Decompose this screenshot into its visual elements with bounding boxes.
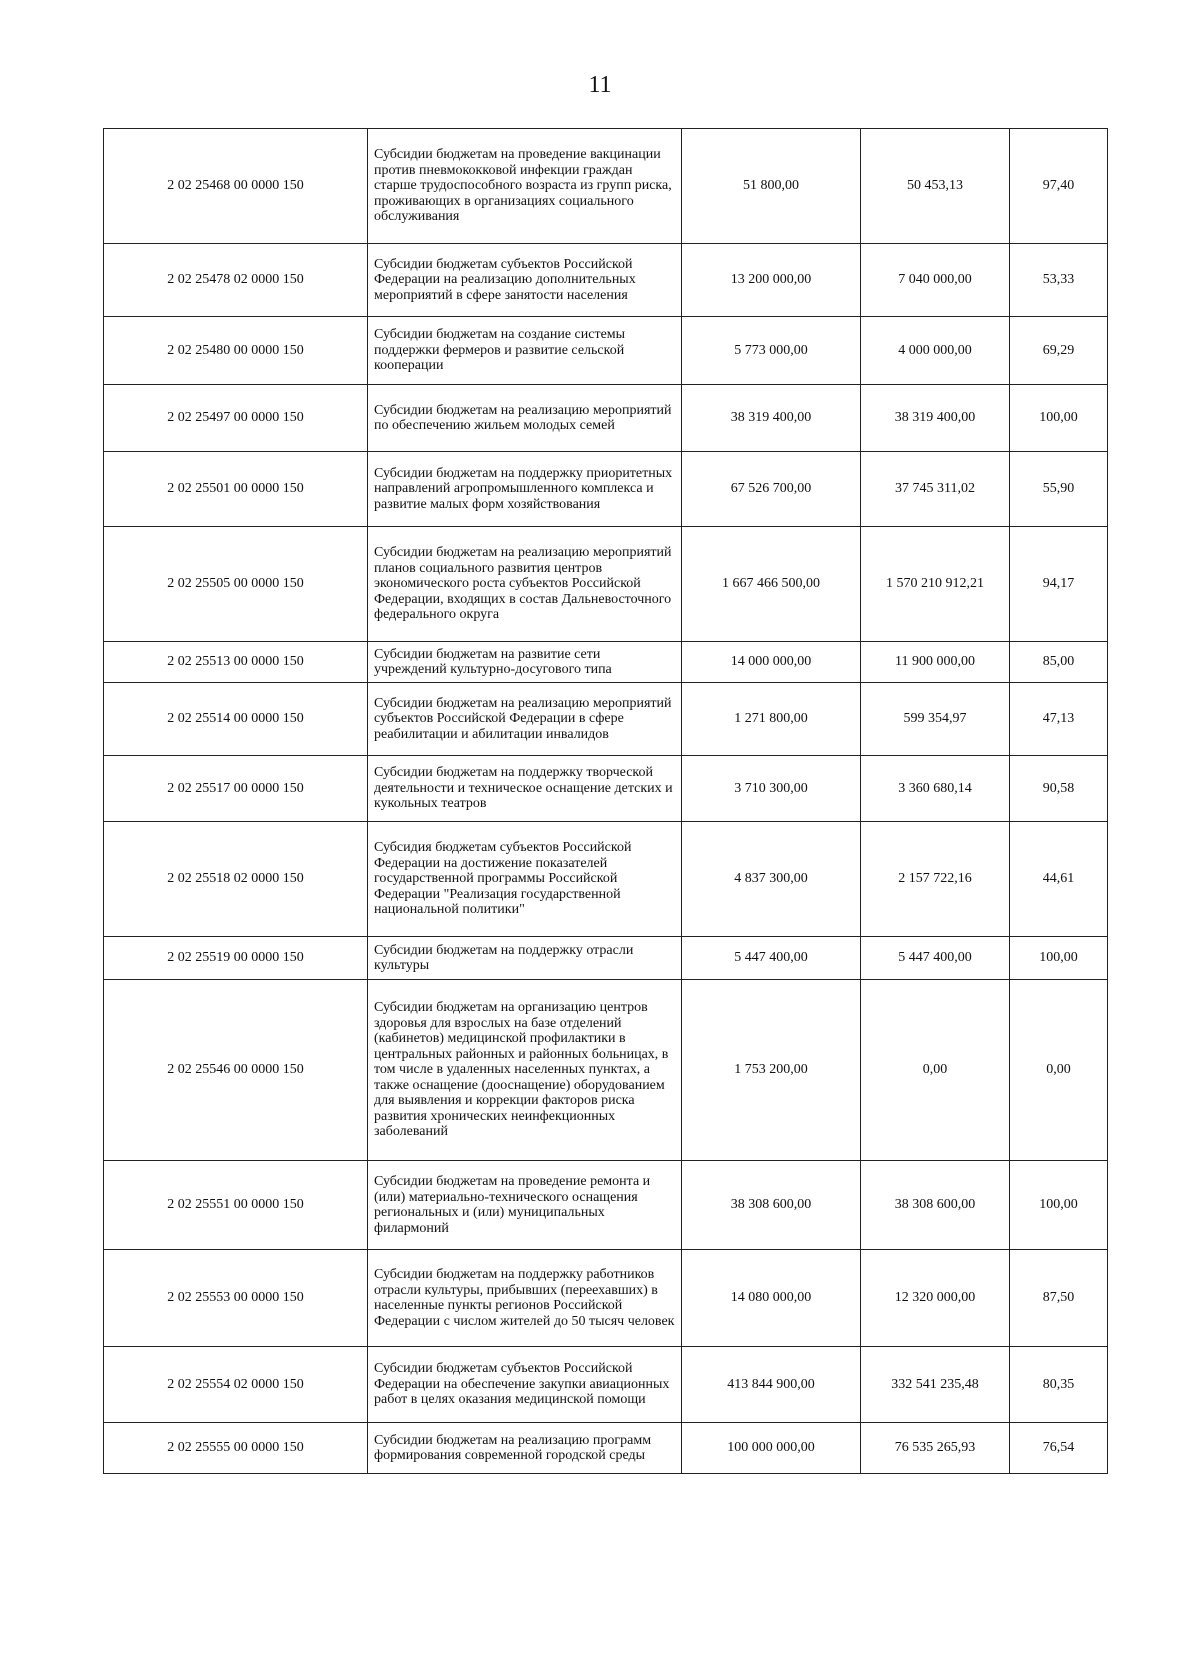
description-cell: Субсидии бюджетам на реализацию мероприятий субъектов Российской Федерации в сфере реабилитации и абилитации инвалидов <box>368 683 682 756</box>
description-cell: Субсидии бюджетам на организацию центров здоровья для взрослых на базе отделений (кабинетов) медицинской профилактики в центральных районных и районных больницах, в том числе в удаленных населенных пунктах, а также оснащение (дооснащение) оборудованием для выявления и коррекции факторов риска развития хронических неинфекционных заболеваний <box>368 980 682 1161</box>
percent-cell: 80,35 <box>1010 1347 1108 1423</box>
budget-code-cell: 2 02 25480 00 0000 150 <box>104 317 368 385</box>
description-cell: Субсидии бюджетам на поддержку отрасли культуры <box>368 937 682 980</box>
table-row <box>104 642 1108 683</box>
plan-amount-cell: 38 308 600,00 <box>682 1161 861 1250</box>
actual-amount-cell: 3 360 680,14 <box>861 756 1010 822</box>
percent-cell: 55,90 <box>1010 452 1108 527</box>
budget-code-cell: 2 02 25478 02 0000 150 <box>104 244 368 317</box>
plan-amount-cell: 67 526 700,00 <box>682 452 861 527</box>
table-row <box>104 1423 1108 1474</box>
table-row <box>104 937 1108 980</box>
percent-cell: 87,50 <box>1010 1250 1108 1347</box>
plan-amount-cell: 4 837 300,00 <box>682 822 861 937</box>
budget-code-cell: 2 02 25513 00 0000 150 <box>104 642 368 683</box>
budget-code-cell: 2 02 25518 02 0000 150 <box>104 822 368 937</box>
percent-cell: 94,17 <box>1010 527 1108 642</box>
budget-code-cell: 2 02 25555 00 0000 150 <box>104 1423 368 1474</box>
table-row <box>104 756 1108 822</box>
actual-amount-cell: 12 320 000,00 <box>861 1250 1010 1347</box>
budget-code-cell: 2 02 25519 00 0000 150 <box>104 937 368 980</box>
percent-cell: 90,58 <box>1010 756 1108 822</box>
page-number: 11 <box>588 72 612 98</box>
table-row <box>104 1250 1108 1347</box>
description-cell: Субсидии бюджетам на поддержку работников отрасли культуры, прибывших (переехавших) в населенные пункты регионов Российской Федерации с числом жителей до 50 тысяч человек <box>368 1250 682 1347</box>
budget-code-cell: 2 02 25514 00 0000 150 <box>104 683 368 756</box>
actual-amount-cell: 1 570 210 912,21 <box>861 527 1010 642</box>
description-cell: Субсидии бюджетам на реализацию мероприятий по обеспечению жильем молодых семей <box>368 385 682 452</box>
table-row <box>104 244 1108 317</box>
budget-code-cell: 2 02 25554 02 0000 150 <box>104 1347 368 1423</box>
percent-cell: 44,61 <box>1010 822 1108 937</box>
percent-cell: 69,29 <box>1010 317 1108 385</box>
description-cell: Субсидии бюджетам на создание системы поддержки фермеров и развитие сельской кооперации <box>368 317 682 385</box>
table-row <box>104 385 1108 452</box>
table-row <box>104 1347 1108 1423</box>
table-body <box>104 129 1108 1474</box>
description-cell: Субсидии бюджетам на проведение вакцинации против пневмококковой инфекции граждан старше трудоспособного возраста из групп риска, проживающих в организациях социального обслуживания <box>368 129 682 244</box>
plan-amount-cell: 5 773 000,00 <box>682 317 861 385</box>
budget-code-cell: 2 02 25468 00 0000 150 <box>104 129 368 244</box>
budget-code-cell: 2 02 25505 00 0000 150 <box>104 527 368 642</box>
actual-amount-cell: 76 535 265,93 <box>861 1423 1010 1474</box>
actual-amount-cell: 38 319 400,00 <box>861 385 1010 452</box>
percent-cell: 97,40 <box>1010 129 1108 244</box>
plan-amount-cell: 413 844 900,00 <box>682 1347 861 1423</box>
table-row <box>104 683 1108 756</box>
description-cell: Субсидии бюджетам субъектов Российской Федерации на обеспечение закупки авиационных работ в целях оказания медицинской помощи <box>368 1347 682 1423</box>
description-cell: Субсидия бюджетам субъектов Российской Федерации на достижение показателей государственной программы Российской Федерации "Реализация государственной национальной политики" <box>368 822 682 937</box>
actual-amount-cell: 37 745 311,02 <box>861 452 1010 527</box>
budget-code-cell: 2 02 25517 00 0000 150 <box>104 756 368 822</box>
actual-amount-cell: 7 040 000,00 <box>861 244 1010 317</box>
percent-cell: 85,00 <box>1010 642 1108 683</box>
table-row <box>104 317 1108 385</box>
budget-code-cell: 2 02 25553 00 0000 150 <box>104 1250 368 1347</box>
actual-amount-cell: 5 447 400,00 <box>861 937 1010 980</box>
percent-cell: 100,00 <box>1010 1161 1108 1250</box>
actual-amount-cell: 0,00 <box>861 980 1010 1161</box>
budget-code-cell: 2 02 25501 00 0000 150 <box>104 452 368 527</box>
actual-amount-cell: 332 541 235,48 <box>861 1347 1010 1423</box>
plan-amount-cell: 3 710 300,00 <box>682 756 861 822</box>
budget-table <box>103 128 1108 1474</box>
plan-amount-cell: 13 200 000,00 <box>682 244 861 317</box>
table-row <box>104 980 1108 1161</box>
description-cell: Субсидии бюджетам на развитие сети учреждений культурно-досугового типа <box>368 642 682 683</box>
description-cell: Субсидии бюджетам на реализацию мероприятий планов социального развития центров экономического роста субъектов Российской Федерации, входящих в состав Дальневосточного федерального округа <box>368 527 682 642</box>
budget-code-cell: 2 02 25546 00 0000 150 <box>104 980 368 1161</box>
plan-amount-cell: 1 753 200,00 <box>682 980 861 1161</box>
actual-amount-cell: 50 453,13 <box>861 129 1010 244</box>
plan-amount-cell: 1 271 800,00 <box>682 683 861 756</box>
description-cell: Субсидии бюджетам на проведение ремонта и (или) материально-технического оснащения региональных и (или) муниципальных филармоний <box>368 1161 682 1250</box>
percent-cell: 100,00 <box>1010 385 1108 452</box>
plan-amount-cell: 51 800,00 <box>682 129 861 244</box>
plan-amount-cell: 1 667 466 500,00 <box>682 527 861 642</box>
actual-amount-cell: 11 900 000,00 <box>861 642 1010 683</box>
percent-cell: 100,00 <box>1010 937 1108 980</box>
percent-cell: 76,54 <box>1010 1423 1108 1474</box>
percent-cell: 47,13 <box>1010 683 1108 756</box>
plan-amount-cell: 38 319 400,00 <box>682 385 861 452</box>
table-row <box>104 822 1108 937</box>
budget-code-cell: 2 02 25497 00 0000 150 <box>104 385 368 452</box>
percent-cell: 0,00 <box>1010 980 1108 1161</box>
plan-amount-cell: 100 000 000,00 <box>682 1423 861 1474</box>
description-cell: Субсидии бюджетам субъектов Российской Федерации на реализацию дополнительных мероприятий в сфере занятости населения <box>368 244 682 317</box>
percent-cell: 53,33 <box>1010 244 1108 317</box>
table-row <box>104 527 1108 642</box>
description-cell: Субсидии бюджетам на поддержку приоритетных направлений агропромышленного комплекса и развитие малых форм хозяйствования <box>368 452 682 527</box>
budget-code-cell: 2 02 25551 00 0000 150 <box>104 1161 368 1250</box>
plan-amount-cell: 5 447 400,00 <box>682 937 861 980</box>
description-cell: Субсидии бюджетам на поддержку творческой деятельности и техническое оснащение детских и кукольных театров <box>368 756 682 822</box>
table-row <box>104 129 1108 244</box>
table-row <box>104 452 1108 527</box>
actual-amount-cell: 599 354,97 <box>861 683 1010 756</box>
actual-amount-cell: 2 157 722,16 <box>861 822 1010 937</box>
plan-amount-cell: 14 080 000,00 <box>682 1250 861 1347</box>
description-cell: Субсидии бюджетам на реализацию программ формирования современной городской среды <box>368 1423 682 1474</box>
actual-amount-cell: 4 000 000,00 <box>861 317 1010 385</box>
actual-amount-cell: 38 308 600,00 <box>861 1161 1010 1250</box>
plan-amount-cell: 14 000 000,00 <box>682 642 861 683</box>
table-row <box>104 1161 1108 1250</box>
